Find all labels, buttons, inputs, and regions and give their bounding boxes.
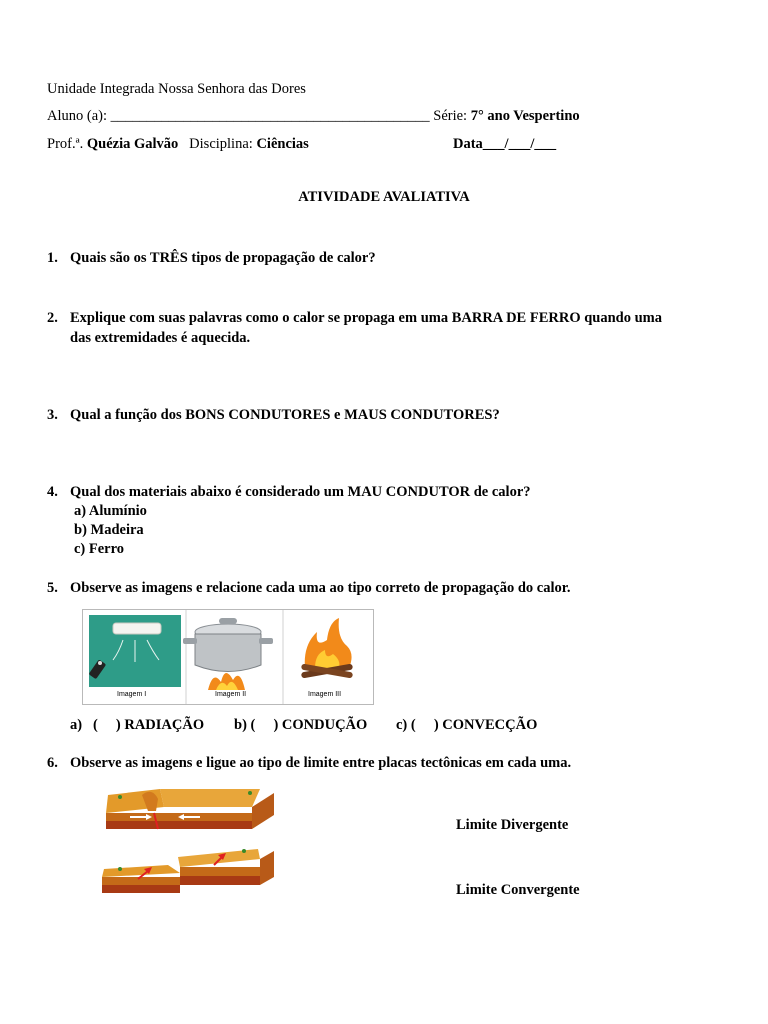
question-number: 1. xyxy=(47,250,58,266)
question-number: 4. xyxy=(47,484,58,500)
disciplina-value: Ciências xyxy=(256,136,309,152)
question-text-cont: das extremidades é aquecida. xyxy=(70,330,251,346)
prof-value: Quézia Galvão xyxy=(86,136,179,152)
question-number: 2. xyxy=(47,310,58,326)
heat-images-illustration xyxy=(83,610,373,704)
answer-radiacao[interactable]: a) ( ) RADIAÇÃO xyxy=(70,717,205,733)
label-limite-divergente[interactable]: Limite Divergente xyxy=(456,817,569,833)
heat-images-panel xyxy=(82,609,374,705)
caption-image-2: Imagem II xyxy=(215,691,247,698)
page-title: ATIVIDADE AVALIATIVA xyxy=(298,189,470,205)
option-b[interactable]: b) Madeira xyxy=(74,522,144,538)
label-limite-convergente[interactable]: Limite Convergente xyxy=(456,882,580,898)
question-text: Observe as imagens e relacione cada uma ao tipo correto de propagação do calor. xyxy=(70,580,571,596)
question-text: Observe as imagens e ligue ao tipo de limite entre placas tectônicas em cada uma. xyxy=(70,755,572,771)
serie-value: 7° ano Vespertino xyxy=(470,108,580,124)
disciplina-label: Disciplina: xyxy=(189,136,257,152)
answer-conducao[interactable]: b) ( ) CONDUÇÃO xyxy=(234,717,368,733)
question-number: 5. xyxy=(47,580,58,596)
plate-image-1 xyxy=(100,785,280,833)
school-name: Unidade Integrada Nossa Senhora das Dores xyxy=(47,81,306,97)
question-text: Qual dos materiais abaixo é considerado um MAU CONDUTOR de calor? xyxy=(70,484,531,500)
option-c[interactable]: c) Ferro xyxy=(74,541,125,557)
image-1-air-conditioner xyxy=(89,615,181,687)
question-number: 3. xyxy=(47,407,58,423)
option-a[interactable]: a) Alumínio xyxy=(74,503,147,519)
caption-image-1: Imagem I xyxy=(117,691,147,698)
date-field[interactable]: Data___/___/___ xyxy=(453,136,557,152)
image-2-pot-on-fire xyxy=(183,618,273,690)
aluno-blank[interactable]: ____________________________________________ xyxy=(110,108,430,124)
teacher-line xyxy=(47,136,309,153)
question-text: Explique com suas palavras como o calor se propaga em uma BARRA DE FERRO quando uma xyxy=(70,310,663,326)
serie-label: Série: xyxy=(429,108,471,124)
answer-conveccao[interactable]: c) ( ) CONVECÇÃO xyxy=(396,717,538,733)
student-line xyxy=(47,108,580,125)
caption-image-3: Imagem III xyxy=(308,691,342,698)
image-3-campfire xyxy=(301,618,353,678)
question-text: Quais são os TRÊS tipos de propagação de calor? xyxy=(70,250,376,266)
question-number: 6. xyxy=(47,755,58,771)
prof-label: Prof.ª. xyxy=(47,136,87,152)
question-text: Qual a função dos BONS CONDUTORES e MAUS CONDUTORES? xyxy=(70,407,500,423)
aluno-label: Aluno (a): xyxy=(47,108,111,124)
plate-image-2 xyxy=(98,843,278,895)
